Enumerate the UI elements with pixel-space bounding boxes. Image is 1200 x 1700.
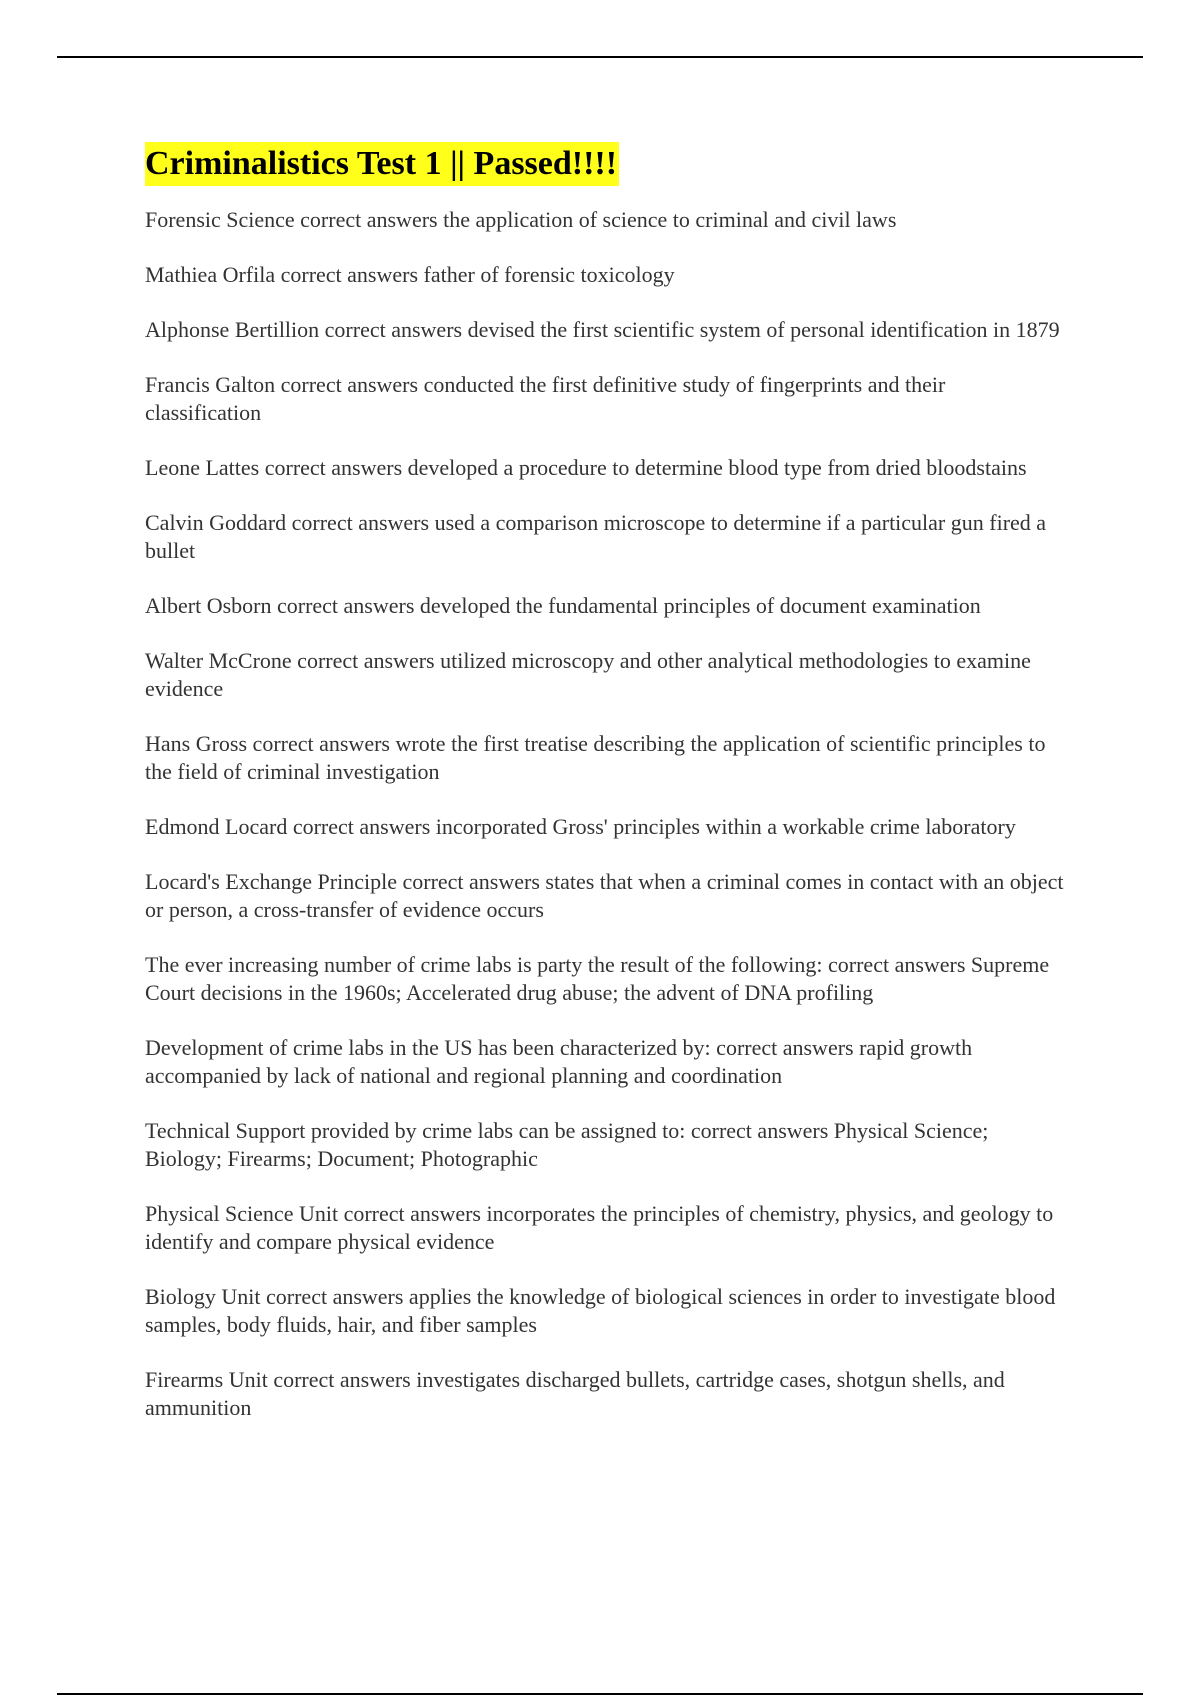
qa-item: Mathiea Orfila correct answers father of forensic toxicology [145,262,675,287]
qa-item: Forensic Science correct answers the application of science to criminal and civil laws [145,207,897,232]
document-title: Criminalistics Test 1 || Passed!!!! [145,142,619,186]
qa-item: The ever increasing number of crime labs is party the result of the following: correct answers Supreme Court decisions in the 1960s; Accelerated drug abuse; the advent of DNA profiling [145,952,1050,1005]
qa-item: Physical Science Unit correct answers incorporates the principles of chemistry, physics, and geology to identify and compare physical evidence [145,1201,1054,1254]
qa-item: Hans Gross correct answers wrote the first treatise describing the application of scientific principles to the field of criminal investigation [145,731,1046,784]
qa-item: Biology Unit correct answers applies the knowledge of biological sciences in order to investigate blood samples, body fluids, hair, and fiber samples [145,1284,1056,1337]
qa-item: Walter McCrone correct answers utilized microscopy and other analytical methodologies to examine evidence [145,648,1031,701]
qa-item: Alphonse Bertillion correct answers devised the first scientific system of personal identification in 1879 [145,317,1060,342]
qa-item: Technical Support provided by crime labs can be assigned to: correct answers Physical Science; Biology; Firearms; Document; Photographic [145,1118,989,1171]
qa-item: Francis Galton correct answers conducted the first definitive study of fingerprints and their classification [145,372,946,425]
qa-item: Albert Osborn correct answers developed the fundamental principles of document examination [145,593,981,618]
footer-rule [57,1693,1143,1695]
qa-item: Firearms Unit correct answers investigates discharged bullets, cartridge cases, shotgun shells, and ammunition [145,1367,1005,1420]
qa-item: Edmond Locard correct answers incorporated Gross' principles within a workable crime laboratory [145,814,1016,839]
qa-item: Leone Lattes correct answers developed a procedure to determine blood type from dried bloodstains [145,455,1027,480]
qa-item: Development of crime labs in the US has been characterized by: correct answers rapid growth accompanied by lack of national and regional planning and coordination [145,1035,973,1088]
header-rule [57,56,1143,58]
document-body [145,142,1065,1449]
qa-item: Calvin Goddard correct answers used a comparison microscope to determine if a particular gun fired a bullet [145,510,1047,563]
qa-item: Locard's Exchange Principle correct answers states that when a criminal comes in contact with an object or person, a cross-transfer of evidence occurs [145,869,1064,922]
qa-list [145,206,1065,1422]
